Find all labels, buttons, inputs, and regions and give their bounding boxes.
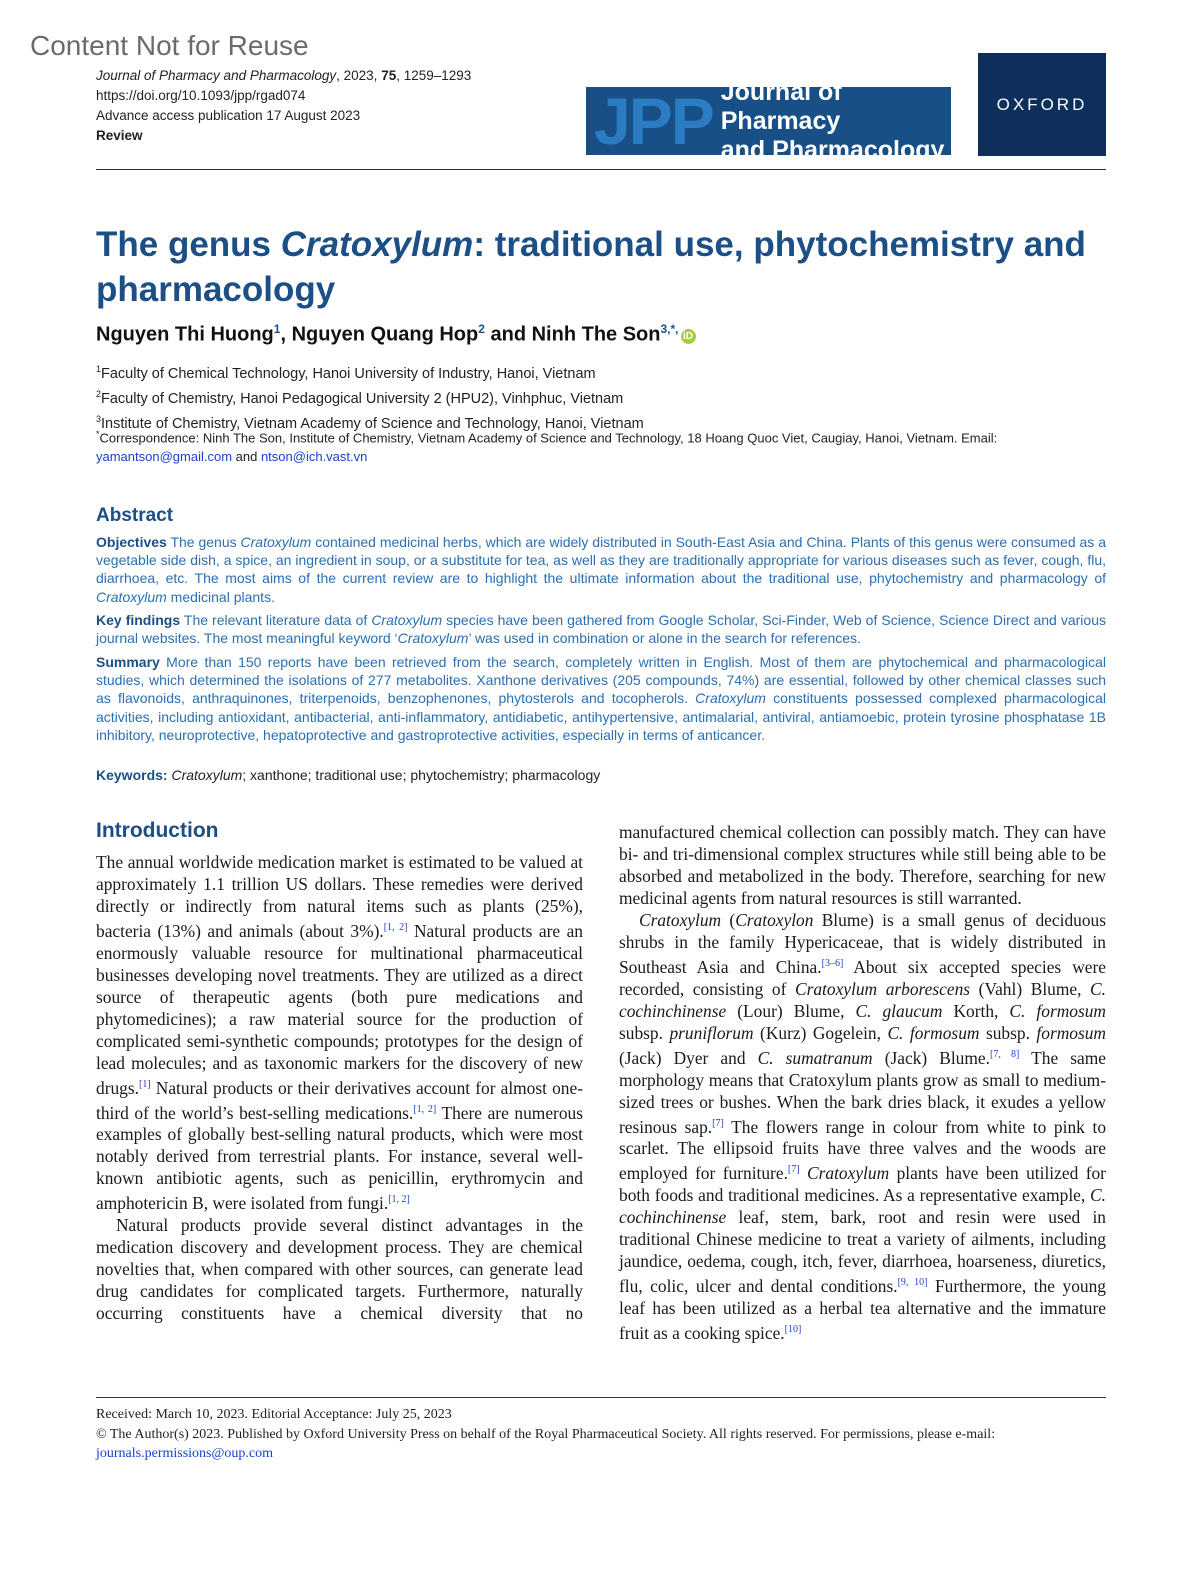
jpp-name-line2: and Pharmacology	[720, 135, 945, 164]
citation-ref[interactable]: [1, 2]	[383, 922, 408, 933]
copyright: © The Author(s) 2023. Published by Oxford University Press on behalf of the Royal Pharmaceutical Society. All rights reserved. For permissions, please e-mail: journals.permissions@oup.com	[96, 1426, 996, 1461]
abstract-objectives: Objectives The genus Cratoxylum contained medicinal herbs, which are widely distributed in South-East Asia and China. Plants of this genus were consumed as a vegetable side dish, a spice, an ingredient in soup, or a substitute for tea, as well as they are traditionally appropriate for various diseases such as fever, cough, flu, diarrhoea, etc. The most aims of the current review are to highlight the ultimate information about the traditional use, phytochemistry and pharmacology of Cratoxylum medicinal plants.	[96, 534, 1106, 605]
affiliation: $^3$Institute of Chemistry, Vietnam Academy of Science and Technology, Hanoi, Vietnam	[96, 413, 644, 432]
citation-ref[interactable]: [9, 10]	[897, 1277, 928, 1289]
correspondence: *Correspondence: Ninh The Son, Institute of Chemistry, Vietnam Academy of Science and Technology, 18 Hoang Quoc Viet, Caugiay, Hanoi, Vietnam. Email: yamantson@gmail.com and ntson@ich.vast.vn	[96, 429, 998, 465]
intro-paragraph-continued: manufactured chemical collection can possibly match. They can have bi- and tri-dimensional complex structures while still being able to be absorbed and metabolized in the body. Therefore, searching for new medicinal agents from natural resources is still warranted.	[619, 822, 1106, 908]
author[interactable]: Ninh The Son	[531, 323, 661, 346]
article-meta	[96, 66, 471, 146]
intro-column-left	[96, 851, 583, 1324]
affiliation: $^1$Faculty of Chemical Technology, Hanoi University of Industry, Hanoi, Vietnam	[96, 364, 596, 382]
intro-paragraph: Cratoxylum (Cratoxylon Blume) is a small genus of deciduous shrubs in the family Hypericaceae, that is widely distributed in Southeast Asia and China.[3–6] About six accepted species were recorded, consisting of Cratoxylum arborescens (Vahl) Blume, C. cochinchinense (Lour) Blume, C. glaucum Korth, C. formosum subsp. pruniflorum (Kurz) Gogelein, C. formosum subsp. formosum (Jack) Dyer and C. sumatranum (Jack) Blume.[7, 8] The same morphology means that Cratoxylum plants grow as small to medium-sized trees or bushes. When the bark dries black, it exudes a yellow resinous sap.[7] The flowers range in colour from white to pink to scarlet. The ellipsoid fruits have three valves and the woods are employed for furniture.[7] Cratoxylum plants have been utilized for both foods and traditional medicines. As a representative example, C. cochinchinense leaf, stem, bark, root and resin were used in traditional Chinese medicine to treat a variety of ailments, including jaundice, oedema, cough, itch, fever, diarrhoea, hoarseness, diuretics, flu, colic, ulcer and dental conditions.[9, 10] Furthermore, the young leaf has been utilized as a herbal tea alternative and the immature fruit as a cooking spice.[10]	[619, 910, 1107, 1343]
author-affil-sup: 3,*,	[660, 322, 679, 336]
journal-name: Journal of Pharmacy and Pharmacology	[96, 68, 337, 83]
email-link[interactable]: yamantson@gmail.com	[96, 449, 233, 465]
author-affil-sup: 1	[273, 322, 281, 336]
author-sep: and	[484, 323, 532, 346]
email-link[interactable]: ntson@ich.vast.vn	[260, 449, 368, 465]
oxford-wordmark: OXFORD	[996, 94, 1088, 114]
citation-ref[interactable]: [7, 8]	[989, 1048, 1020, 1060]
intro-paragraph: The annual worldwide medication market is estimated to be valued at approximately 1.1 trillion US dollars. These remedies were derived directly or indirectly from natural items such as plants (25%), bacteria (13%) and animals (about 3%).[1, 2] Natural products are an enormously valuable resource for multinational pharmaceutical businesses developing novel treatments. They are utilized as a direct source of therapeutic agents (both pure medications and phytomedicines); a raw material source for the production of complicated semi-synthetic compounds; prototypes for the design of lead molecules; and as taxonomic markers for the discovery of new drugs.[1] Natural products or their derivatives account for almost one-third of the world’s best-selling medications.[1, 2] There are numerous examples of globally best-selling natural products, which were most notably derived from terrestrial plants. For instance, several well-known antibiotic agents, such as penicillin, erythromycin and amphotericin B, were isolated from fungi.[1, 2]	[96, 852, 584, 1214]
permissions-email-link[interactable]: journals.permissions@oup.com	[96, 1446, 273, 1461]
jpp-name-line1: Journal of Pharmacy	[720, 77, 842, 135]
author[interactable]: Nguyen Thi Huong	[96, 323, 274, 346]
received-dates: Received: March 10, 2023. Editorial Acceptance: July 25, 2023	[96, 1407, 452, 1422]
citation-ref[interactable]: [7]	[787, 1164, 800, 1176]
footer-divider	[96, 1397, 1106, 1398]
keywords: Keywords: Cratoxylum; xanthone; traditional use; phytochemistry; pharmacology	[96, 767, 601, 783]
article-title	[96, 222, 1106, 312]
pages: , 1259–1293	[396, 68, 472, 83]
volume: 75	[381, 68, 397, 83]
abstract-heading: Abstract	[96, 505, 174, 526]
author-sep: ,	[280, 323, 292, 346]
title-genus: Cratoxylum	[280, 225, 474, 264]
author-affil-sup: 2	[478, 322, 485, 336]
citation	[96, 66, 471, 86]
title-part1: The genus	[96, 225, 281, 264]
citation-year: , 2023,	[336, 68, 382, 83]
introduction-heading: Introduction	[96, 819, 219, 842]
title-part2: : traditional use, phytochemistry and pharmacology	[96, 225, 1086, 309]
oxford-logo[interactable]	[978, 53, 1106, 156]
author-list	[96, 322, 696, 347]
article-type: Review	[96, 128, 143, 143]
header-divider	[96, 169, 1106, 170]
citation-ref[interactable]: [10]	[784, 1323, 802, 1335]
intro-column-right	[619, 821, 1106, 1344]
author[interactable]: Nguyen Quang Hop	[291, 323, 479, 346]
citation-ref[interactable]: [1, 2]	[413, 1103, 437, 1115]
citation-ref[interactable]: [3–6]	[821, 958, 844, 969]
affiliations	[96, 359, 644, 433]
doi-link[interactable]: https://doi.org/10.1093/jpp/rgad074	[96, 88, 306, 103]
abstract-key-findings: Key findings The relevant literature data of Cratoxylum species have been gathered from Google Scholar, Sci-Finder, Web of Science, Science Direct and various journal websites. The most meaningful keyword ‘Cratoxylum’ was used in combination or alone in the search for references.	[96, 612, 1106, 647]
advance-access: Advance access publication 17 August 2023	[96, 108, 361, 123]
affiliation: $^2$Faculty of Chemistry, Hanoi Pedagogical University 2 (HPU2), Vinhphuc, Vietnam	[96, 388, 624, 407]
jpp-journal-name	[721, 78, 951, 165]
article-footer	[96, 1405, 1106, 1464]
citation-ref[interactable]: [7]	[712, 1117, 724, 1129]
abstract-summary: Summary More than 150 reports have been retrieved from the search, completely written in English. Most of them are phytochemical and pharmacological studies, which determined the isolations of 277 metabolites. Xanthone derivatives (205 compounds, 74%) are essential, followed by other chemical classes such as flavonoids, anthraquinones, triterpenoids, benzophenones, phytosterols and tocopherols. Cratoxylum constituents possessed complexed pharmacological activities, including antioxidant, antibacterial, anti-inflammatory, antidiabetic, antihypertensive, antimalarial, antiviral, antiamoebic, protein tyrosine phosphatase 1B inhibitory, neuroprotective, hepatoprotective and gastroprotective activities, especially in terms of anticancer.	[96, 654, 1106, 743]
jpp-logo[interactable]	[586, 77, 951, 164]
citation-ref[interactable]: [1]	[139, 1078, 151, 1090]
orcid-icon[interactable]: iD	[681, 329, 696, 344]
watermark: Content Not for Reuse	[30, 30, 309, 61]
citation-ref[interactable]: [1, 2]	[388, 1194, 410, 1206]
jpp-letters: JPP	[594, 84, 713, 158]
intro-paragraph: Natural products provide several distinct advantages in the medication discovery and development process. They are chemical novelties that, when compared with other sources, can generate lead drug candidates for complicated targets. Furthermore, naturally occurring constituents have a chemical diversity that no	[96, 1215, 583, 1324]
